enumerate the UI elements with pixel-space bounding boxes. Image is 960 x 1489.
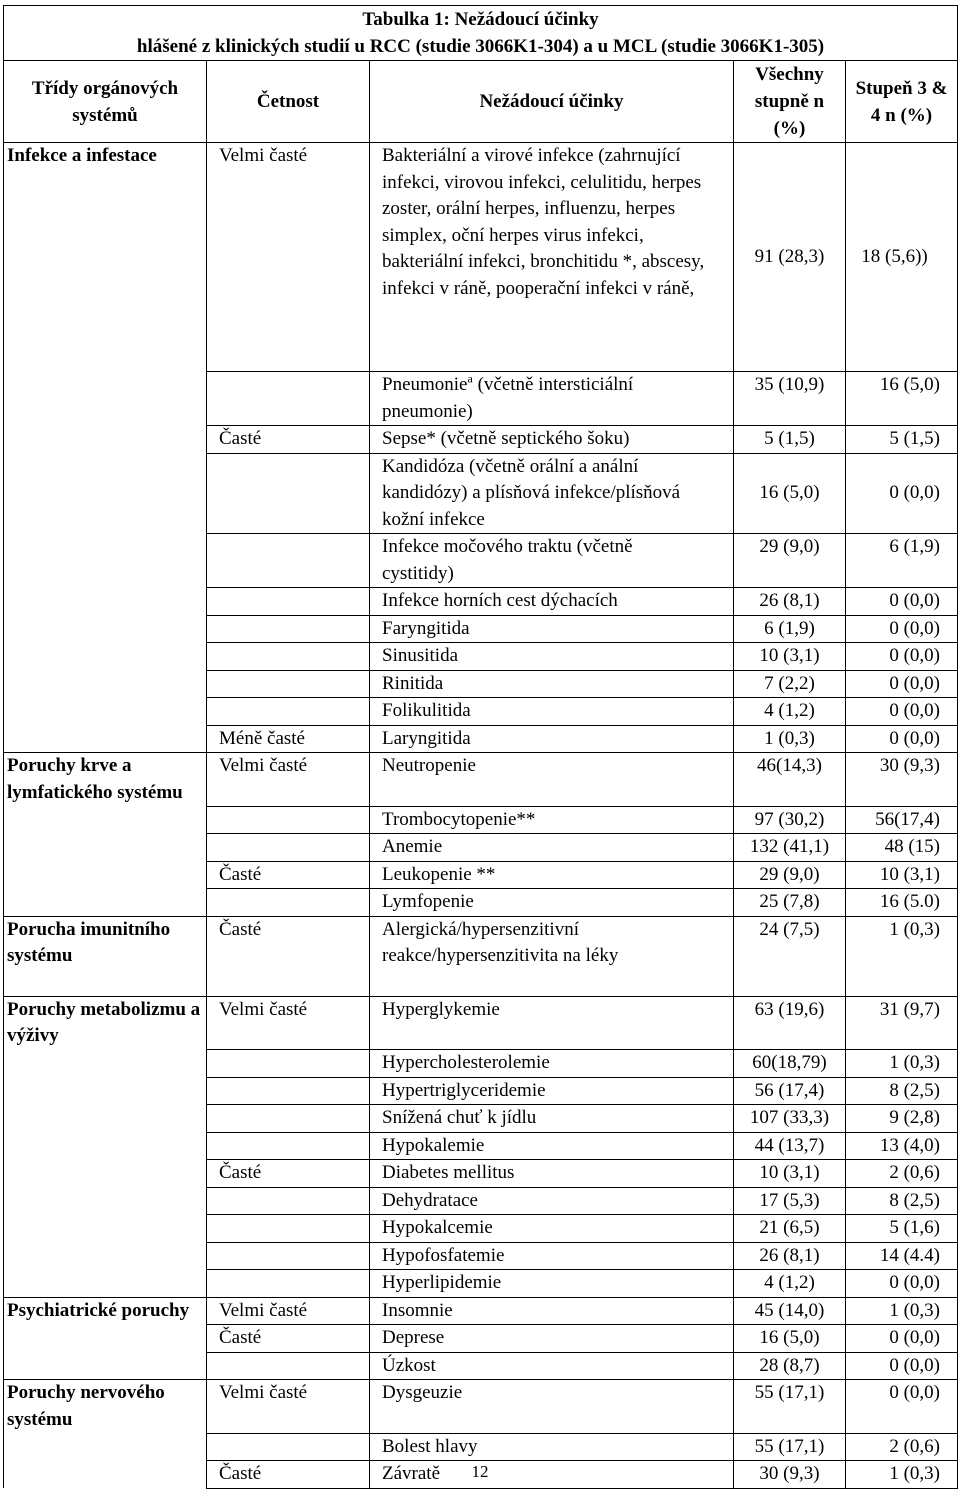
header-all-grades: Všechny stupně n (%): [734, 61, 846, 143]
grade-3-4-cell: 31 (9,7): [846, 996, 958, 1050]
adverse-effect-text: Bakteriální a virové infekce (zahrnující infekci, virovou infekci, celulitidu, herpes zoster, orální herpes, influenzu, herpes simplex, oční herpes virus infekci, bakteriální infekci, bronchitidu *, abscesy, infekci v ráně, pooperační infekci v ráně,: [382, 145, 705, 299]
all-grades-cell: 10 (3,1): [734, 1160, 846, 1188]
frequency-cell: [207, 1215, 370, 1243]
grade-3-4-cell: 8 (2,5): [846, 1187, 958, 1215]
adverse-effect-cell: [370, 1242, 734, 1270]
frequency-cell: [207, 1132, 370, 1160]
frequency-cell: Časté: [207, 1325, 370, 1353]
soc-cell-continued: [4, 588, 207, 616]
adverse-effect-text: Anemie: [382, 836, 443, 857]
footnote-marker: a: [467, 371, 473, 386]
grade-3-4-cell: 0 (0,0): [846, 670, 958, 698]
soc-cell-continued: [4, 861, 207, 889]
table-row: [4, 861, 958, 889]
grade-3-4-cell: 0 (0,0): [846, 1380, 958, 1434]
all-grades-cell: 5 (1,5): [734, 426, 846, 454]
frequency-cell: [207, 834, 370, 862]
table-row: [4, 588, 958, 616]
table-row: [4, 1077, 958, 1105]
frequency-cell: [207, 698, 370, 726]
header-grade-3-4: Stupeň 3 & 4 n (%): [846, 61, 958, 143]
table-row: [4, 1215, 958, 1243]
table-title-line-1: Tabulka 1: Nežádoucí účinky: [362, 9, 599, 30]
adverse-effect-cell: [370, 1187, 734, 1215]
all-grades-cell: 63 (19,6): [734, 996, 846, 1050]
soc-cell: Poruchy metabolizmu a výživy: [4, 996, 207, 1050]
grade-3-4-cell: 6 (1,9): [846, 534, 958, 588]
adverse-effect-cell: [370, 996, 734, 1050]
soc-cell: Poruchy krve a lymfatického systému: [4, 753, 207, 807]
table-row: [4, 996, 958, 1050]
adverse-effect-text: Hyperglykemie: [382, 998, 500, 1020]
all-grades-cell: 1 (0,3): [734, 725, 846, 753]
adverse-effect-text: Leukopenie **: [382, 863, 496, 885]
frequency-cell: [207, 1352, 370, 1380]
grade-3-4-cell: 14 (4.4): [846, 1242, 958, 1270]
adverse-effect-cell: [370, 1160, 734, 1188]
adverse-effect-text: Neutropenie: [382, 755, 476, 776]
all-grades-cell: 26 (8,1): [734, 588, 846, 616]
adverse-effect-cell: [370, 1433, 734, 1461]
adverse-effect-text: Sepse* (včetně septického šoku): [382, 428, 630, 449]
adverse-effect-cell: [370, 143, 734, 372]
all-grades-cell: 45 (14,0): [734, 1297, 846, 1325]
adverse-effect-text: Faryngitida: [382, 617, 470, 639]
grade-3-4-cell: 10 (3,1): [846, 861, 958, 889]
adverse-effect-text: Laryngitida: [382, 727, 471, 749]
grade-3-4-cell: 2 (0,6): [846, 1160, 958, 1188]
adverse-effect-cell: [370, 861, 734, 889]
all-grades-cell: 6 (1,9): [734, 615, 846, 643]
all-grades-cell: 7 (2,2): [734, 670, 846, 698]
table-row: [4, 1270, 958, 1298]
soc-cell-continued: [4, 534, 207, 588]
grade-3-4-cell: 13 (4,0): [846, 1132, 958, 1160]
frequency-cell: [207, 670, 370, 698]
frequency-cell: [207, 1105, 370, 1133]
table-row: [4, 1297, 958, 1325]
soc-cell-continued: [4, 1105, 207, 1133]
all-grades-cell: 30 (9,3): [734, 1461, 846, 1489]
adverse-effect-text: Alergická/hypersenzitivní reakce/hypersenzitivita na léky: [382, 918, 619, 966]
header-soc: Třídy orgánových systémů: [4, 61, 207, 143]
adverse-effect-text: Závratě: [382, 1463, 441, 1484]
soc-cell-continued: [4, 1325, 207, 1353]
adverse-effect-name: Pneumonie: [382, 374, 468, 395]
grade-3-4-cell: 30 (9,3): [846, 753, 958, 807]
adverse-effect-text: Hypercholesterolemie: [382, 1052, 550, 1073]
grade-3-4-cell: 16 (5.0): [846, 889, 958, 917]
soc-cell-continued: [4, 834, 207, 862]
frequency-cell: Velmi časté: [207, 1380, 370, 1434]
table-row: [4, 1380, 958, 1434]
grade-3-4-cell: 1 (0,3): [846, 916, 958, 996]
grade-3-4-cell: 48 (15): [846, 834, 958, 862]
all-grades-cell: 46(14,3): [734, 753, 846, 807]
grade-3-4-cell: 0 (0,0): [846, 1352, 958, 1380]
header-frequency: Četnost: [207, 61, 370, 143]
page-number: 12: [471, 1462, 489, 1481]
frequency-cell: [207, 643, 370, 671]
adverse-effect-cell: [370, 889, 734, 917]
adverse-effect-cell: [370, 725, 734, 753]
all-grades-cell: 91 (28,3): [734, 143, 846, 372]
adverse-effect-cell: [370, 426, 734, 454]
adverse-effect-text: Snížená chuť k jídlu: [382, 1107, 537, 1128]
soc-cell-continued: [4, 643, 207, 671]
soc-cell-continued: [4, 372, 207, 426]
adverse-effect-text: Hypertriglyceridemie: [382, 1079, 546, 1101]
table-row: [4, 1187, 958, 1215]
header-adverse-effects: Nežádoucí účinky: [370, 61, 734, 143]
table-row: [4, 753, 958, 807]
all-grades-cell: 29 (9,0): [734, 534, 846, 588]
frequency-cell: Časté: [207, 426, 370, 454]
frequency-cell: [207, 615, 370, 643]
frequency-cell: [207, 1433, 370, 1461]
table-row: [4, 1352, 958, 1380]
soc-cell-continued: [4, 615, 207, 643]
adverse-effect-text: Deprese: [382, 1327, 445, 1348]
all-grades-cell: 28 (8,7): [734, 1352, 846, 1380]
adverse-effect-cell: [370, 1215, 734, 1243]
frequency-cell: Časté: [207, 1160, 370, 1188]
soc-cell-continued: [4, 1050, 207, 1078]
adverse-effect-detail: (včetně intersticiální pneumonie): [382, 374, 634, 422]
table-row: [4, 426, 958, 454]
adverse-effect-cell: [370, 1352, 734, 1380]
grade-3-4-cell: 0 (0,0): [846, 725, 958, 753]
table-row: [4, 889, 958, 917]
adverse-effect-text: Kandidóza (včetně orální a anální kandidózy) a plísňová infekce/plísňová kožní infekce: [382, 455, 681, 530]
frequency-cell: Časté: [207, 1461, 370, 1489]
adverse-effect-cell: [370, 1297, 734, 1325]
frequency-cell: [207, 588, 370, 616]
all-grades-cell: 97 (30,2): [734, 806, 846, 834]
grade-3-4-cell: 9 (2,8): [846, 1105, 958, 1133]
adverse-effect-cell: [370, 643, 734, 671]
grade-3-4-cell: 1 (0,3): [846, 1297, 958, 1325]
table-row: [4, 143, 958, 372]
soc-cell: Porucha imunitního systému: [4, 916, 207, 996]
adverse-effect-cell: [370, 615, 734, 643]
grade-3-4-cell: 2 (0,6): [846, 1433, 958, 1461]
all-grades-cell: 4 (1,2): [734, 698, 846, 726]
frequency-cell: [207, 1050, 370, 1078]
grade-3-4-cell: 1 (0,3): [846, 1461, 958, 1489]
table-row: [4, 1160, 958, 1188]
adverse-effect-text: Hypokalcemie: [382, 1217, 493, 1238]
adverse-effect-text: Hypofosfatemie: [382, 1244, 505, 1266]
adverse-effect-text: Úzkost: [382, 1354, 436, 1376]
grade-3-4-cell: 0 (0,0): [846, 1325, 958, 1353]
frequency-cell: Méně časté: [207, 725, 370, 753]
soc-cell-continued: [4, 1352, 207, 1380]
table-row: [4, 725, 958, 753]
grade-3-4-cell: 18 (5,6)): [846, 143, 958, 372]
all-grades-cell: 55 (17,1): [734, 1380, 846, 1434]
soc-cell-continued: [4, 725, 207, 753]
table-row: [4, 670, 958, 698]
adverse-effect-text: Dehydratace: [382, 1189, 478, 1211]
all-grades-cell: 56 (17,4): [734, 1077, 846, 1105]
adverse-effect-text: Hyperlipidemie: [382, 1272, 502, 1293]
soc-cell-continued: [4, 670, 207, 698]
adverse-effect-text: Lymfopenie: [382, 891, 474, 912]
adverse-effects-table: [3, 5, 958, 1489]
table-header-row: [4, 61, 958, 143]
table-row: [4, 1242, 958, 1270]
all-grades-cell: 25 (7,8): [734, 889, 846, 917]
soc-cell-continued: [4, 698, 207, 726]
soc-cell: Psychiatrické poruchy: [4, 1297, 207, 1325]
table-row: [4, 1105, 958, 1133]
adverse-effect-cell: [370, 372, 734, 426]
grade-3-4-cell: 16 (5,0): [846, 372, 958, 426]
soc-cell-continued: [4, 453, 207, 534]
soc-cell-continued: [4, 1077, 207, 1105]
soc-cell-continued: [4, 1160, 207, 1188]
adverse-effect-cell: [370, 1105, 734, 1133]
table-row: [4, 453, 958, 534]
table-row: [4, 806, 958, 834]
adverse-effect-cell: [370, 1132, 734, 1160]
frequency-cell: [207, 1270, 370, 1298]
adverse-effect-cell: [370, 1077, 734, 1105]
table-title: [4, 6, 958, 61]
frequency-cell: [207, 1077, 370, 1105]
all-grades-cell: 4 (1,2): [734, 1270, 846, 1298]
adverse-effect-text: Bolest hlavy: [382, 1435, 478, 1457]
adverse-effect-cell: [370, 670, 734, 698]
adverse-effect-cell: [370, 806, 734, 834]
adverse-effect-cell: [370, 1380, 734, 1434]
grade-3-4-cell: 0 (0,0): [846, 1270, 958, 1298]
table-row: [4, 698, 958, 726]
table-row: [4, 1050, 958, 1078]
all-grades-cell: 55 (17,1): [734, 1433, 846, 1461]
grade-3-4-cell: 0 (0,0): [846, 643, 958, 671]
all-grades-cell: 10 (3,1): [734, 643, 846, 671]
adverse-effect-text: Trombocytopenie**: [382, 808, 536, 830]
table-row: [4, 615, 958, 643]
frequency-cell: [207, 453, 370, 534]
adverse-effect-text: Rinitida: [382, 672, 444, 694]
all-grades-cell: 132 (41,1): [734, 834, 846, 862]
table-body: [4, 143, 958, 1489]
all-grades-cell: 107 (33,3): [734, 1105, 846, 1133]
grade-3-4-cell: 56(17,4): [846, 806, 958, 834]
table-title-row: [4, 6, 958, 61]
grade-3-4-cell: 5 (1,6): [846, 1215, 958, 1243]
table-row: [4, 643, 958, 671]
soc-cell-continued: [4, 1187, 207, 1215]
soc-cell: Infekce a infestace: [4, 143, 207, 372]
table-row: [4, 1433, 958, 1461]
all-grades-cell: 26 (8,1): [734, 1242, 846, 1270]
adverse-effect-text: Dysgeuzie: [382, 1382, 463, 1403]
adverse-effect-cell: [370, 453, 734, 534]
adverse-effect-text: Infekce horních cest dýchacích: [382, 590, 618, 611]
adverse-effect-text: Infekce močového traktu (včetně cystitidy): [382, 536, 633, 584]
frequency-cell: Velmi časté: [207, 143, 370, 372]
frequency-cell: [207, 889, 370, 917]
all-grades-cell: 35 (10,9): [734, 372, 846, 426]
adverse-effect-text: Diabetes mellitus: [382, 1162, 515, 1183]
adverse-effect-cell: [370, 834, 734, 862]
table-title-line-2: hlášené z klinických studií u RCC (studie 3066K1-304) a u MCL (studie 3066K1-305): [136, 35, 825, 57]
frequency-cell: [207, 534, 370, 588]
table-row: [4, 1325, 958, 1353]
grade-3-4-cell: 1 (0,3): [846, 1050, 958, 1078]
soc-cell-continued: [4, 1270, 207, 1298]
table-row: [4, 916, 958, 996]
grade-3-4-cell: 5 (1,5): [846, 426, 958, 454]
adverse-effect-cell: [370, 753, 734, 807]
all-grades-cell: 21 (6,5): [734, 1215, 846, 1243]
adverse-effect-cell: [370, 698, 734, 726]
all-grades-cell: 60(18,79): [734, 1050, 846, 1078]
adverse-effect-text: [382, 372, 682, 425]
adverse-effect-cell: [370, 588, 734, 616]
grade-3-4-cell: 0 (0,0): [846, 453, 958, 534]
frequency-cell: Velmi časté: [207, 996, 370, 1050]
soc-cell-continued: [4, 1215, 207, 1243]
grade-3-4-cell: 0 (0,0): [846, 615, 958, 643]
soc-cell-continued: [4, 1132, 207, 1160]
frequency-cell: Časté: [207, 861, 370, 889]
adverse-effect-text: Sinusitida: [382, 645, 459, 666]
all-grades-cell: 17 (5,3): [734, 1187, 846, 1215]
grade-3-4-cell: 0 (0,0): [846, 698, 958, 726]
frequency-cell: [207, 1187, 370, 1215]
all-grades-cell: 44 (13,7): [734, 1132, 846, 1160]
frequency-cell: [207, 372, 370, 426]
soc-cell-continued: [4, 889, 207, 917]
soc-cell-continued: [4, 1433, 207, 1461]
table-row: [4, 1132, 958, 1160]
adverse-effect-cell: [370, 1325, 734, 1353]
grade-3-4-cell: 0 (0,0): [846, 588, 958, 616]
frequency-cell: Velmi časté: [207, 753, 370, 807]
frequency-cell: [207, 806, 370, 834]
all-grades-cell: 24 (7,5): [734, 916, 846, 996]
soc-cell: Poruchy nervového systému: [4, 1380, 207, 1434]
adverse-effect-cell: [370, 534, 734, 588]
table-row: [4, 834, 958, 862]
all-grades-cell: 16 (5,0): [734, 1325, 846, 1353]
soc-cell-continued: [4, 426, 207, 454]
grade-3-4-cell: 8 (2,5): [846, 1077, 958, 1105]
all-grades-cell: 29 (9,0): [734, 861, 846, 889]
frequency-cell: Časté: [207, 916, 370, 996]
adverse-effect-text: Insomnie: [382, 1299, 453, 1321]
adverse-effect-cell: [370, 1050, 734, 1078]
adverse-effect-text: Folikulitida: [382, 700, 471, 721]
soc-cell-continued: [4, 1242, 207, 1270]
frequency-cell: [207, 1242, 370, 1270]
adverse-effect-text: Hypokalemie: [382, 1134, 485, 1156]
adverse-effect-cell: [370, 1270, 734, 1298]
frequency-cell: Velmi časté: [207, 1297, 370, 1325]
soc-cell-continued: [4, 806, 207, 834]
table-row: [4, 372, 958, 426]
all-grades-cell: 16 (5,0): [734, 453, 846, 534]
adverse-effect-cell: [370, 916, 734, 996]
table-row: [4, 534, 958, 588]
